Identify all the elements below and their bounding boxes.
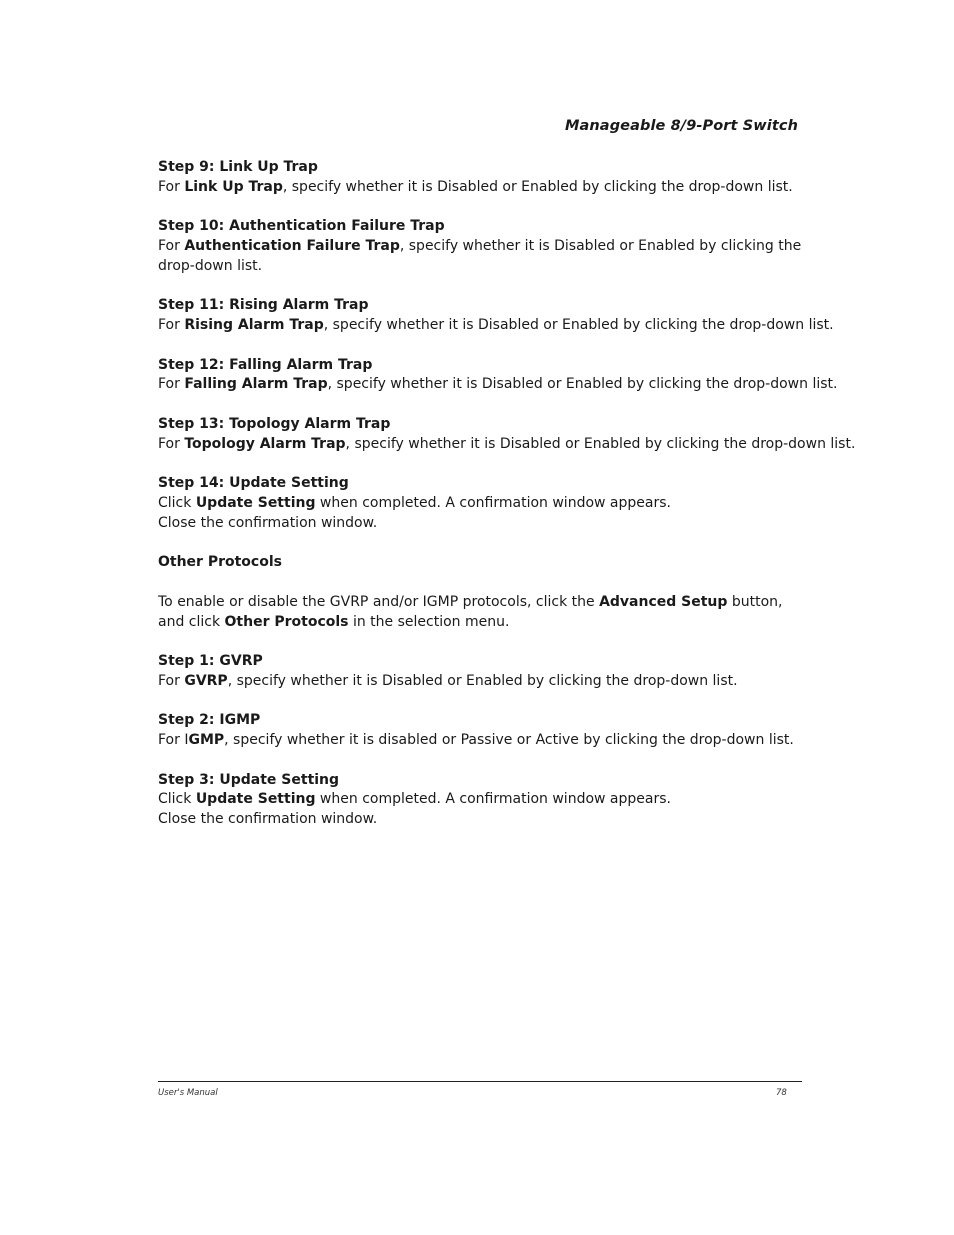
- bold-term: Authentication Failure Trap: [184, 238, 400, 255]
- text-run: when completed. A confirmation window appears.: [315, 495, 671, 511]
- text-run: button,: [727, 593, 783, 610]
- step-heading: Step 12: Falling Alarm Trap: [158, 356, 373, 373]
- intro-line: [158, 613, 858, 633]
- text-run: and click: [158, 613, 225, 630]
- text-run: , specify whether it is Disabled or Enabled by clicking the: [399, 238, 802, 255]
- step-block: [158, 652, 858, 692]
- step-block: [158, 771, 858, 830]
- step-block: [158, 356, 858, 396]
- text-run: Click: [158, 495, 196, 511]
- step-block: [158, 158, 858, 198]
- running-header-title: Manageable 8/9-Port Switch: [564, 118, 798, 134]
- section-heading-other-protocols: Other Protocols: [158, 554, 282, 571]
- text-run: For I: [158, 732, 189, 749]
- step-heading: Step 9: Link Up Trap: [158, 159, 318, 175]
- bold-term: GMP: [188, 732, 225, 749]
- bold-term: Topology Alarm Trap: [184, 435, 346, 452]
- text-run: For: [158, 178, 185, 195]
- step-heading: Step 13: Topology Alarm Trap: [158, 415, 391, 432]
- step-instruction-line: [158, 257, 858, 277]
- text-run: For: [158, 317, 185, 334]
- text-run: Close the confirmation window.: [158, 514, 378, 531]
- page-content: [158, 158, 858, 850]
- step-instruction-line: [158, 237, 858, 257]
- intro-line: [158, 593, 858, 613]
- step-block: [158, 474, 858, 533]
- step-heading: Step 11: Rising Alarm Trap: [158, 297, 369, 314]
- text-run: For: [158, 435, 185, 452]
- step-heading: Step 14: Update Setting: [158, 475, 349, 492]
- text-run: , specify whether it is Disabled or Enabled by clicking the drop-down list.: [282, 178, 793, 195]
- bold-term: Rising Alarm Trap: [184, 317, 324, 334]
- step-block: [158, 217, 858, 276]
- step-instruction-line: [158, 494, 858, 514]
- step-heading: Step 3: Update Setting: [158, 771, 340, 788]
- trap-steps-section: [158, 158, 858, 534]
- other-protocols-section: [158, 553, 858, 632]
- text-run: For: [158, 238, 185, 255]
- footer-divider: [158, 1081, 802, 1082]
- text-run: , specify whether it is Disabled or Enabled by clicking the drop-down list.: [323, 317, 834, 334]
- step-instruction-line: [158, 672, 858, 692]
- text-run: For: [158, 672, 185, 689]
- step-instruction-line: [158, 810, 858, 830]
- bold-term: GVRP: [184, 672, 228, 689]
- text-run: , specify whether it is Disabled or Enabled by clicking the drop-down list.: [227, 672, 738, 689]
- text-run: , specify whether it is disabled or Passive or Active by clicking the drop-down list.: [224, 732, 794, 749]
- step-block: [158, 711, 858, 751]
- bold-term: Link Up Trap: [184, 178, 283, 195]
- text-run: drop-down list.: [158, 257, 263, 274]
- step-instruction-line: [158, 731, 858, 751]
- step-instruction-line: [158, 375, 858, 395]
- text-run: Click: [158, 791, 196, 808]
- bold-term: Update Setting: [195, 791, 316, 808]
- step-heading: Step 2: IGMP: [158, 712, 261, 729]
- bold-term: Falling Alarm Trap: [184, 376, 328, 393]
- step-instruction-line: [158, 435, 858, 455]
- protocol-steps-section: [158, 652, 858, 830]
- step-instruction-line: [158, 790, 858, 810]
- text-run: when completed. A confirmation window appears.: [315, 791, 671, 808]
- text-run: in the selection menu.: [348, 613, 510, 630]
- text-run: For: [158, 376, 185, 393]
- step-block: [158, 415, 858, 455]
- bold-term: Other Protocols: [224, 613, 349, 630]
- step-heading: Step 1: GVRP: [158, 653, 263, 670]
- text-run: To enable or disable the GVRP and/or IGMP protocols, click the: [158, 593, 600, 610]
- footer-page-number: 78: [776, 1088, 787, 1098]
- step-instruction-line: [158, 316, 858, 336]
- text-run: , specify whether it is Disabled or Enabled by clicking the drop-down list.: [327, 376, 838, 393]
- bold-term: Advanced Setup: [599, 593, 728, 610]
- text-run: , specify whether it is Disabled or Enabled by clicking the drop-down list.: [345, 435, 856, 452]
- footer-manual-label: User's Manual: [158, 1088, 218, 1098]
- bold-term: Update Setting: [195, 495, 316, 511]
- text-run: Close the confirmation window.: [158, 811, 378, 828]
- other-protocols-intro: [158, 593, 858, 633]
- step-instruction-line: [158, 178, 858, 198]
- step-block: [158, 296, 858, 336]
- step-heading: Step 10: Authentication Failure Trap: [158, 218, 445, 235]
- step-instruction-line: [158, 514, 858, 534]
